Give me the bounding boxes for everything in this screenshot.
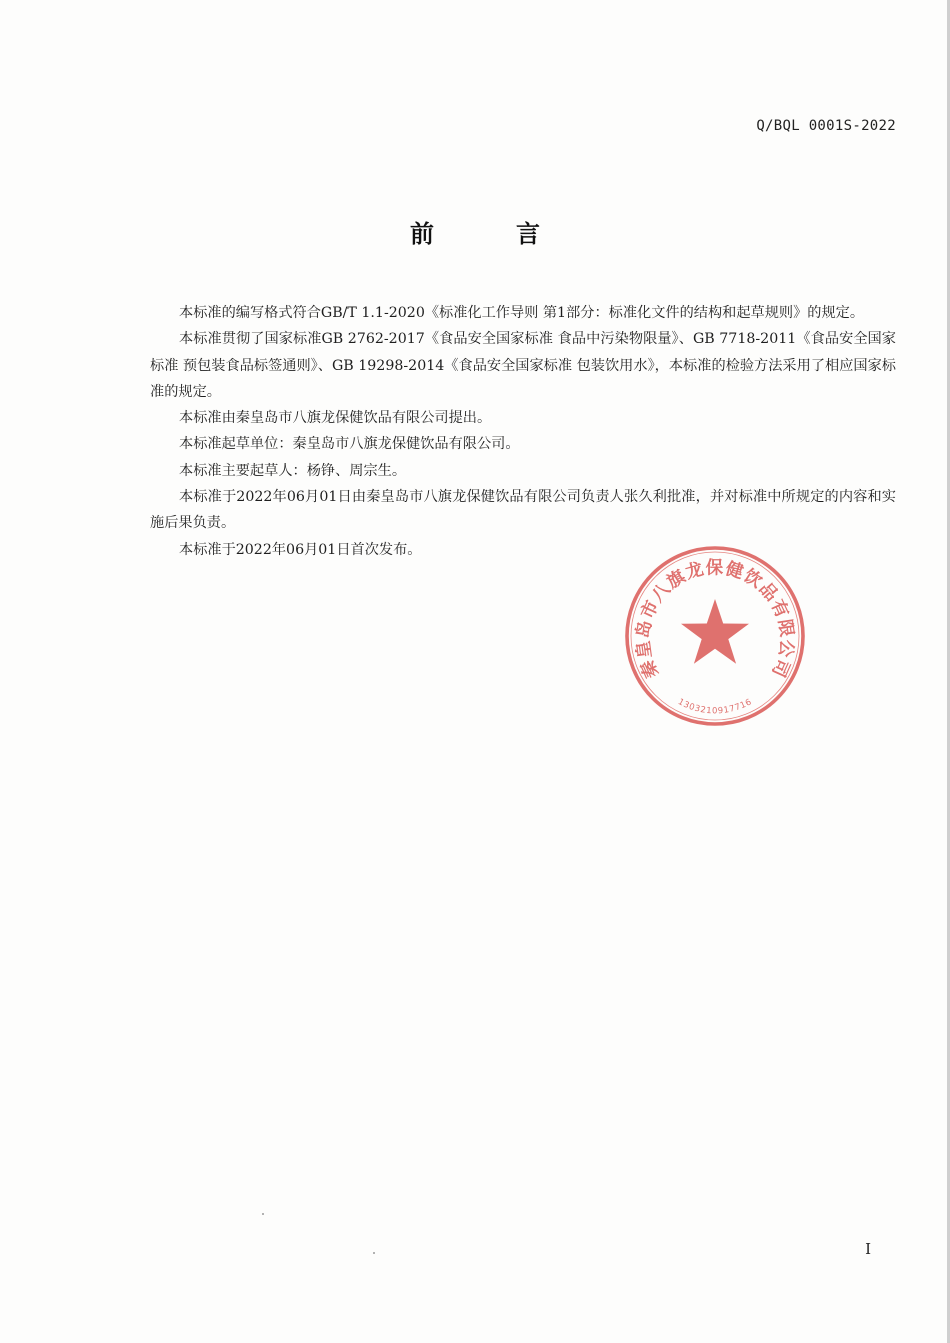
- paragraph-standards: 本标准贯彻了国家标准GB 2762-2017《食品安全国家标准 食品中污染物限量》、GB 7718-2011《食品安全国家标准 预包装食品标签通则》、GB 19298-2014《食品安全国家标准 包装饮用水》，本标准的检验方法采用了相应国家标准的规定。: [150, 331, 896, 400]
- svg-text:1303210917716: [676, 697, 754, 716]
- seal-star-icon: [681, 599, 749, 664]
- scan-dot-artifact: [373, 1252, 375, 1254]
- foreword-body: [150, 300, 896, 563]
- page-number: I: [865, 1240, 871, 1258]
- title-char-1: 前: [410, 220, 434, 248]
- scan-dot-artifact: [262, 1213, 264, 1215]
- paragraph-drafting-unit: 本标准起草单位：秦皇岛市八旗龙保健饮品有限公司。: [179, 436, 520, 453]
- paragraph-format: 本标准的编写格式符合GB/T 1.1-2020《标准化工作导则 第1部分：标准化文件的结构和起草规则》的规定。: [179, 305, 865, 321]
- section-title: [0, 214, 950, 249]
- company-seal: [620, 541, 810, 731]
- seal-company-text: 秦皇岛市八旗龙保健饮品有限公司: [633, 558, 797, 681]
- paragraph-proposer: 本标准由秦皇岛市八旗龙保健饮品有限公司提出。: [179, 410, 492, 427]
- paragraph-release: 本标准于2022年06月01日首次发布。: [179, 541, 422, 558]
- seal-code-text: 1303210917716: [676, 697, 754, 717]
- document-number: Q/BQL 0001S-2022: [756, 118, 896, 134]
- paragraph-drafters: 本标准主要起草人：杨铮、周宗生。: [179, 462, 407, 479]
- title-char-2: 言: [516, 220, 540, 248]
- paragraph-approval: 本标准于2022年06月01日由秦皇岛市八旗龙保健饮品有限公司负责人张久利批准，并对标准中所规定的内容和实施后果负责。: [150, 489, 896, 532]
